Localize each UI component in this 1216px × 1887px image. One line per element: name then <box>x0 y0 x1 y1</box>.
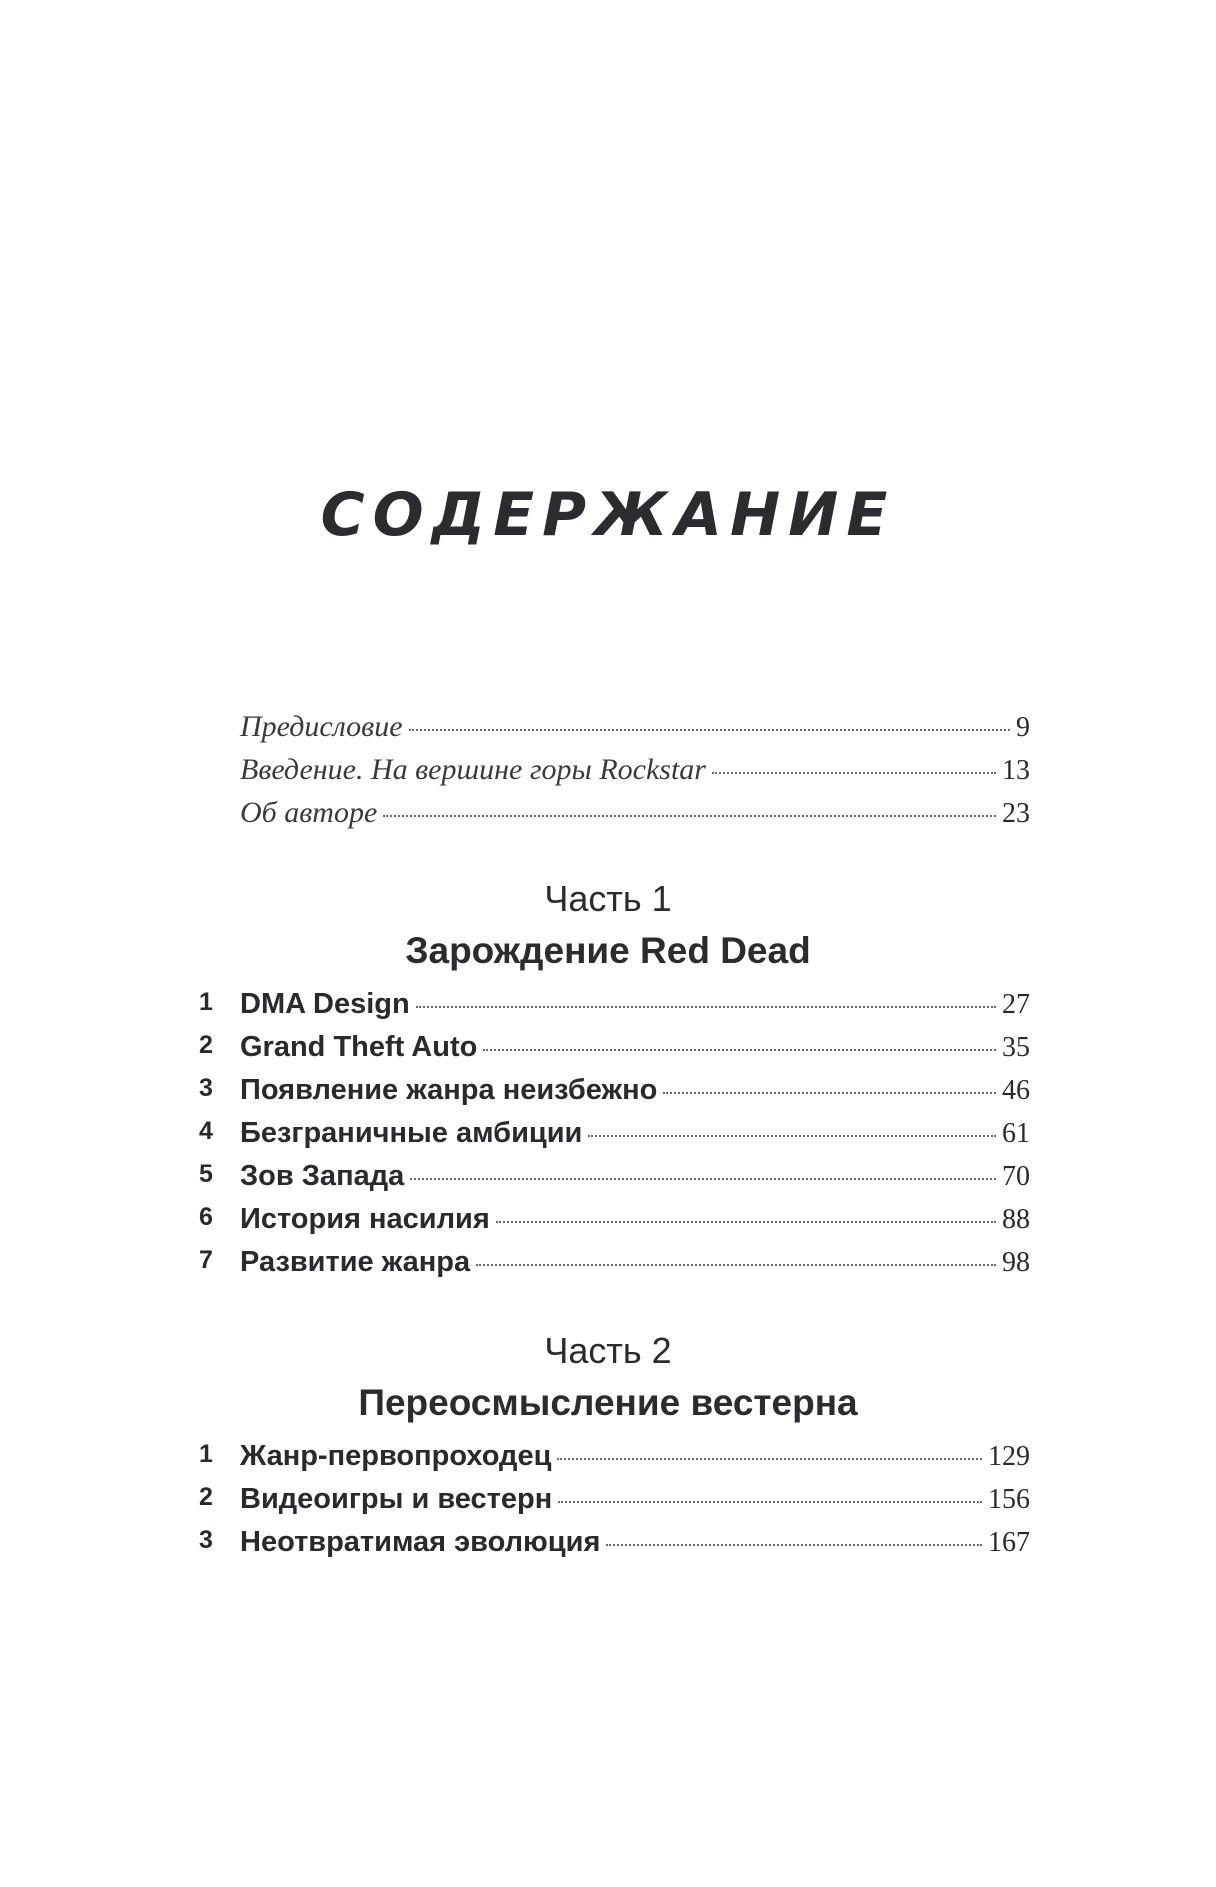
toc-entry-preface[interactable] <box>240 710 1030 753</box>
chapter-label: Видеоигры и вестерн <box>240 1483 553 1515</box>
dot-leader <box>663 1092 996 1094</box>
chapter-label: Развитие жанра <box>240 1246 471 1278</box>
toc-entry-about-author[interactable] <box>240 796 1030 839</box>
entry-label: Предисловие <box>240 710 403 743</box>
dot-leader <box>483 1049 996 1051</box>
chapter-number: 1 <box>199 988 213 1016</box>
part-2-number: Часть 2 <box>544 1330 672 1371</box>
toc-chapter-1-2[interactable] <box>199 1031 1030 1074</box>
part-1-number: Часть 1 <box>544 878 672 919</box>
part-1-chapter-list <box>199 988 1030 1289</box>
toc-chapter-2-3[interactable] <box>199 1526 1030 1569</box>
entry-label: Введение. На вершине горы Rockstar <box>240 753 706 786</box>
chapter-number: 2 <box>199 1483 213 1511</box>
toc-chapter-2-1[interactable] <box>199 1440 1030 1483</box>
toc-entry-introduction[interactable] <box>240 753 1030 796</box>
chapter-number: 3 <box>199 1526 213 1554</box>
chapter-page-number: 61 <box>1002 1118 1030 1149</box>
chapter-number: 1 <box>199 1440 213 1468</box>
toc-chapter-1-6[interactable] <box>199 1203 1030 1246</box>
dot-leader <box>557 1458 982 1460</box>
part-2-title: Переосмысление вестерна <box>358 1382 858 1423</box>
chapter-label: История насилия <box>240 1203 490 1235</box>
chapter-label: Grand Theft Auto <box>240 1031 478 1063</box>
dot-leader <box>606 1544 982 1546</box>
dot-leader <box>476 1264 996 1266</box>
chapter-number: 6 <box>199 1203 213 1231</box>
chapter-page-number: 70 <box>1002 1161 1030 1192</box>
toc-chapter-1-7[interactable] <box>199 1246 1030 1289</box>
chapter-page-number: 167 <box>988 1527 1030 1558</box>
dot-leader <box>410 1178 996 1180</box>
chapter-number: 3 <box>199 1074 213 1102</box>
chapter-page-number: 98 <box>1002 1247 1030 1278</box>
chapter-page-number: 46 <box>1002 1075 1030 1106</box>
chapter-page-number: 156 <box>988 1484 1030 1515</box>
front-matter-list <box>240 710 1030 839</box>
toc-title: СОДЕРЖАНИЕ <box>320 480 896 550</box>
chapter-label: Жанр-первопроходец <box>240 1440 552 1472</box>
dot-leader <box>383 815 996 817</box>
chapter-number: 4 <box>199 1117 213 1145</box>
chapter-number: 7 <box>199 1246 213 1274</box>
part-2-chapter-list <box>199 1440 1030 1569</box>
dot-leader <box>496 1221 996 1223</box>
chapter-page-number: 129 <box>988 1441 1030 1472</box>
entry-page-number: 13 <box>1002 755 1030 786</box>
toc-chapter-1-4[interactable] <box>199 1117 1030 1160</box>
chapter-page-number: 27 <box>1002 989 1030 1020</box>
dot-leader <box>409 729 1010 731</box>
chapter-number: 5 <box>199 1160 213 1188</box>
toc-chapter-1-1[interactable] <box>199 988 1030 1031</box>
toc-chapter-2-2[interactable] <box>199 1483 1030 1526</box>
toc-chapter-1-5[interactable] <box>199 1160 1030 1203</box>
dot-leader <box>558 1501 982 1503</box>
chapter-page-number: 35 <box>1002 1032 1030 1063</box>
part-1-title: Зарождение Red Dead <box>405 930 811 971</box>
chapter-label: Зов Запада <box>240 1160 405 1192</box>
chapter-label: DMA Design <box>240 988 410 1020</box>
chapter-label: Безграничные амбиции <box>240 1117 583 1149</box>
dot-leader <box>712 772 996 774</box>
entry-label: Об авторе <box>240 796 378 829</box>
chapter-number: 2 <box>199 1031 213 1059</box>
toc-chapter-1-3[interactable] <box>199 1074 1030 1117</box>
dot-leader <box>416 1006 996 1008</box>
dot-leader <box>588 1135 996 1137</box>
entry-page-number: 23 <box>1002 798 1030 829</box>
chapter-page-number: 88 <box>1002 1204 1030 1235</box>
chapter-label: Неотвратимая эволюция <box>240 1526 601 1558</box>
entry-page-number: 9 <box>1016 712 1030 743</box>
chapter-label: Появление жанра неизбежно <box>240 1074 658 1106</box>
